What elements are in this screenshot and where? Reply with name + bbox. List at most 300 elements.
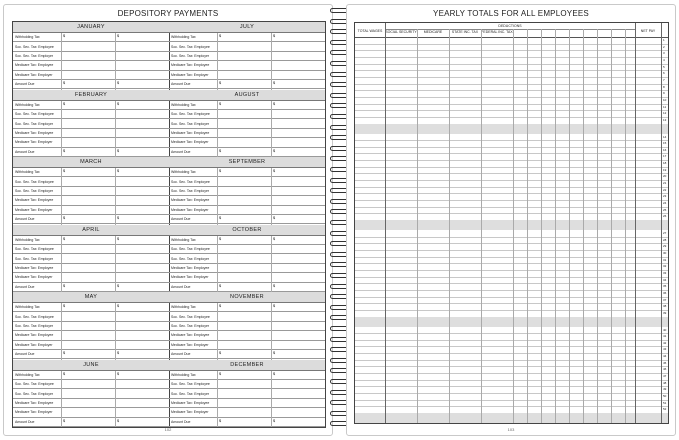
tax-row[interactable] xyxy=(169,101,325,110)
tax-row[interactable] xyxy=(169,380,325,389)
tax-row-label: Soc. Sec. Tax: Employer xyxy=(171,256,210,261)
tax-row[interactable] xyxy=(13,61,169,70)
tax-row[interactable] xyxy=(169,341,325,350)
grid-line xyxy=(217,101,218,158)
month-header: MARCH xyxy=(13,157,169,168)
tax-row-label: Medicare Tax: Employer xyxy=(15,342,53,347)
month-header: JUNE xyxy=(13,360,169,371)
dollar-sign: $ xyxy=(273,418,276,423)
table-row-line xyxy=(355,400,668,401)
tax-row[interactable] xyxy=(169,408,325,417)
tax-row[interactable] xyxy=(13,245,169,254)
tax-row[interactable] xyxy=(13,322,169,331)
tax-row-label: Medicare Tax: Employer xyxy=(15,140,53,145)
dollar-sign: $ xyxy=(273,351,276,356)
tax-row[interactable] xyxy=(13,273,169,282)
table-row-line xyxy=(355,263,668,264)
row-number: 36 xyxy=(663,290,667,295)
tax-row[interactable] xyxy=(13,110,169,119)
tax-row[interactable] xyxy=(13,148,169,157)
row-number: 29 xyxy=(663,244,667,249)
tax-row[interactable] xyxy=(13,168,169,177)
dollar-sign: $ xyxy=(63,236,66,241)
table-row-line xyxy=(355,193,668,194)
row-number: 4 xyxy=(663,57,665,62)
tax-row[interactable] xyxy=(169,399,325,408)
page-title: YEARLY TOTALS FOR ALL EMPLOYEES xyxy=(433,9,589,18)
subtotal-band xyxy=(355,317,668,327)
month-block xyxy=(13,360,325,428)
table-row-line xyxy=(355,393,668,394)
table-row-line xyxy=(355,70,668,71)
grid-line xyxy=(61,168,62,225)
tax-row[interactable] xyxy=(13,408,169,417)
grid-line xyxy=(217,371,218,428)
tax-row[interactable] xyxy=(13,283,169,292)
dollar-sign: $ xyxy=(117,371,120,376)
row-number: 25 xyxy=(663,207,667,212)
tax-row-label: Amount Due xyxy=(15,217,35,222)
deductions-header: DEDUCTIONS xyxy=(498,24,522,28)
table-row-line xyxy=(355,406,668,407)
dollar-sign: $ xyxy=(117,148,120,153)
row-number: 34 xyxy=(663,277,667,282)
tax-row[interactable] xyxy=(13,177,169,186)
tax-row[interactable] xyxy=(13,196,169,205)
tax-row-label: Soc. Sec. Tax: Employee xyxy=(15,247,54,252)
month-block xyxy=(13,22,325,90)
tax-row[interactable] xyxy=(169,129,325,138)
tax-row-label: Soc. Sec. Tax: Employer xyxy=(15,189,54,194)
row-number: 18 xyxy=(663,161,667,166)
grid-line xyxy=(217,303,218,360)
row-number: 3 xyxy=(663,51,665,56)
tax-row[interactable] xyxy=(13,80,169,89)
row-number: 31 xyxy=(663,257,667,262)
table-row-line xyxy=(355,213,668,214)
grid-line xyxy=(61,33,62,90)
tax-row[interactable] xyxy=(169,264,325,273)
table-row-line xyxy=(355,173,668,174)
table-row-line xyxy=(355,140,668,141)
tax-row-label: Soc. Sec. Tax: Employer xyxy=(15,256,54,261)
tax-row-label: Soc. Sec. Tax: Employee xyxy=(171,382,210,387)
grid-line xyxy=(115,303,116,360)
grid-line xyxy=(61,371,62,428)
tax-row[interactable] xyxy=(13,215,169,224)
month-column xyxy=(169,22,325,90)
tax-row[interactable] xyxy=(13,418,169,427)
table-row-line xyxy=(355,303,668,304)
table-row-line xyxy=(355,360,668,361)
row-number: 52 xyxy=(663,407,667,412)
tax-row[interactable] xyxy=(169,80,325,89)
table-row-line xyxy=(355,153,668,154)
row-number: 47 xyxy=(663,374,667,379)
table-column-line xyxy=(661,23,662,423)
tax-row[interactable] xyxy=(13,101,169,110)
tax-row[interactable] xyxy=(169,350,325,359)
dollar-sign: $ xyxy=(63,81,66,86)
dollar-sign: $ xyxy=(273,34,276,38)
tax-row[interactable] xyxy=(13,264,169,273)
tax-row-label: Soc. Sec. Tax: Employee xyxy=(171,314,210,319)
grid-line xyxy=(271,371,272,428)
row-number: 27 xyxy=(663,231,667,235)
month-header: DECEMBER xyxy=(169,360,325,371)
table-row-line xyxy=(355,290,668,291)
tax-row[interactable] xyxy=(13,350,169,359)
tax-row-label: Withholding Tax xyxy=(171,305,196,310)
row-number: 37 xyxy=(663,297,667,302)
table-row-line xyxy=(355,50,668,51)
tax-row[interactable] xyxy=(169,283,325,292)
month-column xyxy=(169,292,325,360)
month-column xyxy=(13,225,169,293)
tax-row-label: Soc. Sec. Tax: Employee xyxy=(171,247,210,252)
tax-row-label: Amount Due xyxy=(171,82,191,87)
table-row-line xyxy=(355,237,668,238)
tax-row[interactable] xyxy=(169,245,325,254)
tax-row[interactable] xyxy=(169,331,325,340)
month-block xyxy=(13,225,325,293)
tax-row[interactable] xyxy=(169,371,325,380)
table-column-line xyxy=(569,29,570,423)
table-row-line xyxy=(355,84,668,85)
tax-row[interactable] xyxy=(169,177,325,186)
tax-row-label: Soc. Sec. Tax: Employee xyxy=(171,179,210,184)
tax-row[interactable] xyxy=(169,215,325,224)
row-number: 2 xyxy=(663,44,665,49)
month-header: FEBRUARY xyxy=(13,90,169,101)
table-row-line xyxy=(355,257,668,258)
grid-line xyxy=(115,33,116,90)
grid-line xyxy=(217,33,218,90)
tax-row[interactable] xyxy=(13,138,169,147)
month-header: MAY xyxy=(13,292,169,303)
dollar-sign: $ xyxy=(273,304,276,308)
dollar-sign: $ xyxy=(117,236,120,241)
grid-line xyxy=(217,168,218,225)
row-number: 16 xyxy=(663,147,667,152)
tax-row[interactable] xyxy=(169,273,325,282)
tax-row[interactable] xyxy=(169,236,325,245)
tax-row[interactable] xyxy=(13,33,169,42)
federal-inc-tax-header: FEDERAL INC. TAX xyxy=(481,30,513,34)
tax-row-label: Medicare Tax: Employer xyxy=(15,72,53,77)
subtotal-band xyxy=(355,220,668,230)
tax-row[interactable] xyxy=(13,399,169,408)
tax-row[interactable] xyxy=(169,148,325,157)
tax-row-label: Medicare Tax: Employer xyxy=(171,72,209,77)
row-number: 23 xyxy=(663,194,667,199)
month-header: JANUARY xyxy=(13,22,169,33)
grid-line xyxy=(61,236,62,293)
tax-row-label: Soc. Sec. Tax: Employee xyxy=(15,112,54,117)
dollar-sign: $ xyxy=(63,148,66,153)
tax-row[interactable] xyxy=(169,418,325,427)
grid-line xyxy=(217,236,218,293)
grid-line xyxy=(115,236,116,293)
social-security-header: SOCIAL SECURITY xyxy=(385,30,417,34)
tax-row-label: Amount Due xyxy=(15,419,35,424)
row-number: 6 xyxy=(663,71,665,76)
table-row-line xyxy=(355,386,668,387)
row-number: 32 xyxy=(663,264,667,269)
row-number: 13 xyxy=(663,117,667,122)
dollar-sign: $ xyxy=(63,371,66,376)
row-number: 26 xyxy=(663,214,667,219)
table-column-line xyxy=(583,29,584,423)
row-number: 12 xyxy=(663,111,667,116)
month-column xyxy=(13,22,169,90)
tax-row-label: Withholding Tax xyxy=(171,102,196,107)
table-row-line xyxy=(355,250,668,251)
tax-row[interactable] xyxy=(169,138,325,147)
tax-row-label: Medicare Tax: Employer xyxy=(15,207,53,212)
tax-row[interactable] xyxy=(13,380,169,389)
table-row-line xyxy=(355,160,668,161)
tax-row[interactable] xyxy=(169,312,325,321)
table-column-line xyxy=(417,29,418,423)
month-column xyxy=(13,360,169,428)
tax-row[interactable] xyxy=(13,236,169,245)
dollar-sign: $ xyxy=(273,148,276,153)
month-block xyxy=(13,292,325,360)
grid-line xyxy=(271,236,272,293)
dollar-sign: $ xyxy=(219,148,222,153)
tax-row-label: Medicare Tax: Employee xyxy=(171,265,210,270)
tax-row-label: Medicare Tax: Employee xyxy=(171,333,210,338)
row-number: 51 xyxy=(663,400,667,405)
dollar-sign: $ xyxy=(219,236,222,241)
dollar-sign: $ xyxy=(117,169,120,173)
row-number: 28 xyxy=(663,237,667,242)
tax-row-label: Amount Due xyxy=(171,284,191,289)
tax-row[interactable] xyxy=(169,389,325,398)
grid-line xyxy=(61,101,62,158)
left-page xyxy=(3,4,333,436)
month-column xyxy=(13,157,169,225)
row-number: 17 xyxy=(663,154,667,159)
table-row-line xyxy=(355,117,668,118)
row-number: 39 xyxy=(663,310,667,315)
table-row-line xyxy=(355,44,668,45)
tax-row[interactable] xyxy=(13,206,169,215)
dollar-sign: $ xyxy=(63,351,66,356)
row-number: 30 xyxy=(663,250,667,255)
row-number: 19 xyxy=(663,167,667,172)
table-column-line xyxy=(513,29,514,423)
row-number: 41 xyxy=(663,334,667,339)
dollar-sign: $ xyxy=(117,418,120,423)
month-column xyxy=(13,292,169,360)
table-column-line xyxy=(385,23,386,423)
tax-row[interactable] xyxy=(13,52,169,61)
tax-row[interactable] xyxy=(169,119,325,128)
grid-line xyxy=(271,168,272,225)
dollar-sign: $ xyxy=(117,81,120,86)
table-row-line xyxy=(355,380,668,381)
row-number: 43 xyxy=(663,347,667,352)
dollar-sign: $ xyxy=(117,34,120,38)
row-number: 10 xyxy=(663,97,667,102)
dollar-sign: $ xyxy=(273,216,276,221)
tax-row[interactable] xyxy=(169,61,325,70)
month-header: SEPTEMBER xyxy=(169,157,325,168)
tax-row-label: Medicare Tax: Employee xyxy=(15,400,54,405)
grid-line xyxy=(61,303,62,360)
table-row-line xyxy=(355,64,668,65)
tax-row-label: Withholding Tax xyxy=(15,102,40,107)
table-row-line xyxy=(355,333,668,334)
depository-grid xyxy=(12,21,326,428)
tax-row[interactable] xyxy=(169,42,325,51)
tax-row[interactable] xyxy=(13,129,169,138)
tax-row[interactable] xyxy=(13,187,169,196)
dollar-sign: $ xyxy=(63,418,66,423)
tax-row-label: Soc. Sec. Tax: Employer xyxy=(171,391,210,396)
tax-row[interactable] xyxy=(169,206,325,215)
tax-row-label: Medicare Tax: Employer xyxy=(15,275,53,280)
tax-row[interactable] xyxy=(13,254,169,263)
tax-row-label: Withholding Tax xyxy=(15,170,40,175)
state-inc-tax-header: STATE INC. TAX xyxy=(451,30,479,34)
tax-row[interactable] xyxy=(13,312,169,321)
month-header: OCTOBER xyxy=(169,225,325,236)
row-number: 21 xyxy=(663,181,667,186)
tax-row[interactable] xyxy=(169,110,325,119)
dollar-sign: $ xyxy=(219,101,222,106)
row-number: 14 xyxy=(663,134,667,139)
dollar-sign: $ xyxy=(117,283,120,288)
row-number: 38 xyxy=(663,304,667,309)
tax-row-label: Soc. Sec. Tax: Employer xyxy=(15,324,54,329)
table-column-line xyxy=(611,29,612,423)
dollar-sign: $ xyxy=(63,216,66,221)
dollar-sign: $ xyxy=(63,101,66,106)
grid-line xyxy=(271,33,272,90)
grid-line xyxy=(115,168,116,225)
dollar-sign: $ xyxy=(63,169,66,173)
row-number: 20 xyxy=(663,174,667,179)
table-row-line xyxy=(355,187,668,188)
tax-row[interactable] xyxy=(13,303,169,312)
table-row-line xyxy=(355,97,668,98)
table-row-line xyxy=(355,373,668,374)
table-row-line xyxy=(355,277,668,278)
tax-row-label: Withholding Tax xyxy=(171,237,196,242)
month-block xyxy=(13,157,325,225)
table-column-line xyxy=(635,23,636,423)
table-row-line xyxy=(355,200,668,201)
tax-row-label: Amount Due xyxy=(15,149,35,154)
tax-row[interactable] xyxy=(169,196,325,205)
subtotal-band xyxy=(355,124,668,134)
tax-row[interactable] xyxy=(13,71,169,80)
dollar-sign: $ xyxy=(219,304,222,308)
tax-row-label: Medicare Tax: Employer xyxy=(171,342,209,347)
dollar-sign: $ xyxy=(219,81,222,86)
tax-row-label: Soc. Sec. Tax: Employee xyxy=(15,179,54,184)
tax-row[interactable] xyxy=(169,303,325,312)
tax-row-label: Withholding Tax xyxy=(171,170,196,175)
tax-row-label: Medicare Tax: Employer xyxy=(171,140,209,145)
table-row-line xyxy=(355,110,668,111)
header-divider xyxy=(355,37,668,38)
row-number: 50 xyxy=(663,394,667,399)
row-number: 46 xyxy=(663,367,667,372)
dollar-sign: $ xyxy=(273,101,276,106)
row-number: 33 xyxy=(663,270,667,275)
dollar-sign: $ xyxy=(273,236,276,241)
grid-line xyxy=(115,371,116,428)
dollar-sign: $ xyxy=(219,283,222,288)
tax-row[interactable] xyxy=(13,42,169,51)
tax-row[interactable] xyxy=(169,322,325,331)
table-column-line xyxy=(625,29,626,423)
tax-row[interactable] xyxy=(169,254,325,263)
tax-row[interactable] xyxy=(13,119,169,128)
tax-row-label: Soc. Sec. Tax: Employer xyxy=(15,54,54,59)
tax-row[interactable] xyxy=(13,331,169,340)
tax-row[interactable] xyxy=(13,371,169,380)
tax-row[interactable] xyxy=(169,33,325,42)
tax-row[interactable] xyxy=(13,341,169,350)
month-header: NOVEMBER xyxy=(169,292,325,303)
tax-row-label: Medicare Tax: Employee xyxy=(171,63,210,68)
tax-row-label: Soc. Sec. Tax: Employer xyxy=(15,121,54,126)
tax-row-label: Medicare Tax: Employee xyxy=(15,130,54,135)
tax-row[interactable] xyxy=(13,389,169,398)
tax-row-label: Soc. Sec. Tax: Employer xyxy=(171,324,210,329)
tax-row-label: Medicare Tax: Employer xyxy=(171,207,209,212)
tax-row[interactable] xyxy=(169,52,325,61)
table-row-line xyxy=(355,207,668,208)
tax-row-label: Withholding Tax xyxy=(171,35,196,40)
tax-row-label: Medicare Tax: Employee xyxy=(15,198,54,203)
month-column xyxy=(169,360,325,428)
table-row-line xyxy=(355,104,668,105)
dollar-sign: $ xyxy=(117,304,120,308)
row-number: 5 xyxy=(663,64,665,69)
tax-row[interactable] xyxy=(169,71,325,80)
tax-row[interactable] xyxy=(169,168,325,177)
dollar-sign: $ xyxy=(273,81,276,86)
table-column-line xyxy=(481,29,482,423)
right-page xyxy=(346,4,676,436)
dollar-sign: $ xyxy=(219,418,222,423)
row-number: 22 xyxy=(663,187,667,192)
grid-line xyxy=(115,101,116,158)
month-header: AUGUST xyxy=(169,90,325,101)
table-row-line xyxy=(355,346,668,347)
table-row-line xyxy=(355,353,668,354)
row-number: 49 xyxy=(663,387,667,392)
tax-row[interactable] xyxy=(169,187,325,196)
table-column-line xyxy=(555,29,556,423)
row-number: 1 xyxy=(663,38,665,42)
tax-row-label: Medicare Tax: Employee xyxy=(15,63,54,68)
net-pay-header: NET PAY xyxy=(640,29,656,33)
tax-row-label: Soc. Sec. Tax: Employee xyxy=(15,314,54,319)
tax-row-label: Medicare Tax: Employee xyxy=(171,130,210,135)
row-number: 24 xyxy=(663,201,667,206)
row-number: 40 xyxy=(663,327,667,332)
dollar-sign: $ xyxy=(63,283,66,288)
tax-row-label: Amount Due xyxy=(15,352,35,357)
table-column-line xyxy=(449,29,450,423)
